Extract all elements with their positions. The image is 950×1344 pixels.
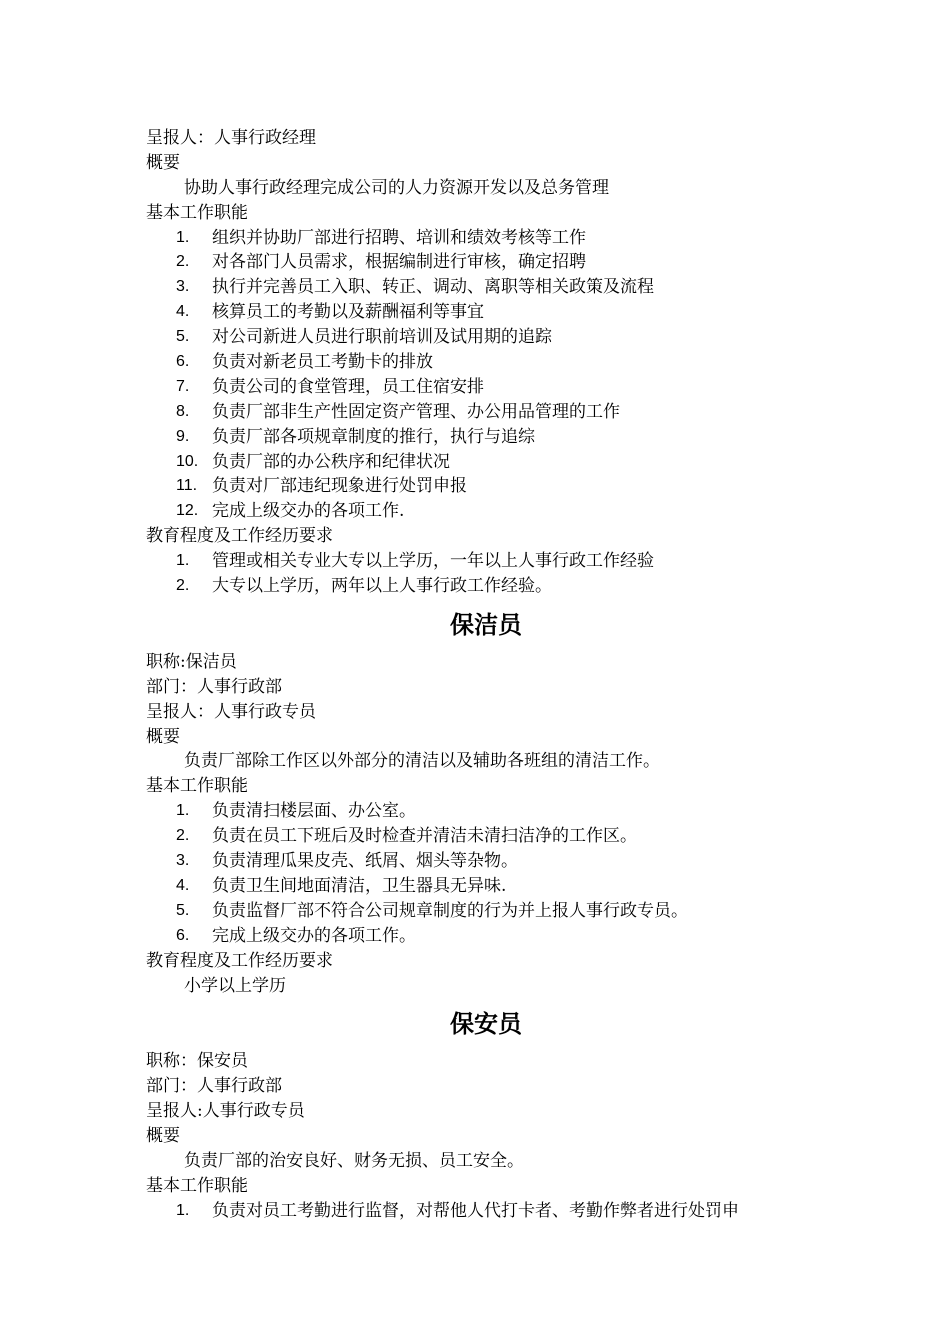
list-item: 3. 负责清理瓜果皮壳、纸屑、烟头等杂物。 — [176, 851, 518, 872]
job-title: 职称:保洁员 — [146, 651, 237, 672]
job-title: 职称：保安员 — [146, 1051, 248, 1072]
department: 部门：人事行政部 — [146, 676, 282, 697]
list-item: 6. 完成上级交办的各项工作。 — [176, 925, 416, 946]
report-to: 呈报人:人事行政专员 — [146, 1101, 305, 1122]
report-to: 呈报人：人事行政专员 — [146, 701, 316, 722]
overview-text: 负责厂部的治安良好、财务无损、员工安全。 — [184, 1150, 524, 1171]
list-item: 2. 大专以上学历，两年以上人事行政工作经验。 — [176, 576, 552, 597]
list-item: 1. 负责对员工考勤进行监督，对帮他人代打卡者、考勤作弊者进行处罚申 — [176, 1200, 739, 1221]
list-item: 6. 负责对新老员工考勤卡的排放 — [176, 352, 433, 373]
duties-heading: 基本工作职能 — [146, 776, 248, 797]
list-item: 7. 负责公司的食堂管理，员工住宿安排 — [176, 376, 484, 397]
edu-list — [146, 549, 826, 599]
list-item: 8. 负责厂部非生产性固定资产管理、办公用品管理的工作 — [176, 401, 620, 422]
overview-text: 负责厂部除工作区以外部分的清洁以及辅助各班组的清洁工作。 — [184, 751, 660, 772]
edu-heading: 教育程度及工作经历要求 — [146, 526, 333, 547]
list-item: 2. 对各部门人员需求，根据编制进行审核，确定招聘 — [176, 252, 586, 273]
edu-text: 小学以上学历 — [184, 975, 286, 996]
duties-list — [146, 226, 826, 525]
list-item: 2. 负责在员工下班后及时检查并清洁未清扫洁净的工作区。 — [176, 826, 637, 847]
overview-heading: 概要 — [146, 1126, 180, 1147]
list-item: 11. 负责对厂部违纪现象进行处罚申报 — [176, 476, 467, 497]
list-item: 1. 管理或相关专业大专以上学历，一年以上人事行政工作经验 — [176, 551, 654, 572]
list-item: 10. 负责厂部的办公秩序和纪律状况 — [176, 451, 450, 472]
list-item: 5. 对公司新进人员进行职前培训及试用期的追踪 — [176, 327, 552, 348]
list-item: 1. 负责清扫楼层面、办公室。 — [176, 801, 416, 822]
duties-heading: 基本工作职能 — [146, 202, 248, 223]
list-item: 12. 完成上级交办的各项工作. — [176, 501, 405, 522]
list-item: 3. 执行并完善员工入职、转正、调动、离职等相关政策及流程 — [176, 277, 654, 298]
duties-list — [146, 1199, 826, 1224]
overview-heading: 概要 — [146, 726, 180, 747]
list-item: 9. 负责厂部各项规章制度的推行，执行与追综 — [176, 426, 535, 447]
department: 部门：人事行政部 — [146, 1076, 282, 1097]
duties-heading: 基本工作职能 — [146, 1175, 248, 1196]
overview-heading: 概要 — [146, 152, 180, 173]
list-item: 4. 负责卫生间地面清洁，卫生器具无异味. — [176, 875, 507, 896]
duties-list — [146, 799, 826, 948]
report-to: 呈报人：人事行政经理 — [146, 128, 316, 148]
edu-heading: 教育程度及工作经历要求 — [146, 950, 333, 971]
section-title-security-guard: 保安员 — [450, 1010, 522, 1039]
list-item: 1. 组织并协助厂部进行招聘、培训和绩效考核等工作 — [176, 227, 586, 248]
section-title-cleaner: 保洁员 — [450, 610, 522, 639]
overview-text: 协助人事行政经理完成公司的人力资源开发以及总务管理 — [184, 177, 609, 198]
list-item: 5. 负责监督厂部不符合公司规章制度的行为并上报人事行政专员。 — [176, 900, 688, 921]
document-body — [146, 126, 826, 1224]
list-item: 4. 核算员工的考勤以及薪酬福利等事宜 — [176, 302, 484, 323]
